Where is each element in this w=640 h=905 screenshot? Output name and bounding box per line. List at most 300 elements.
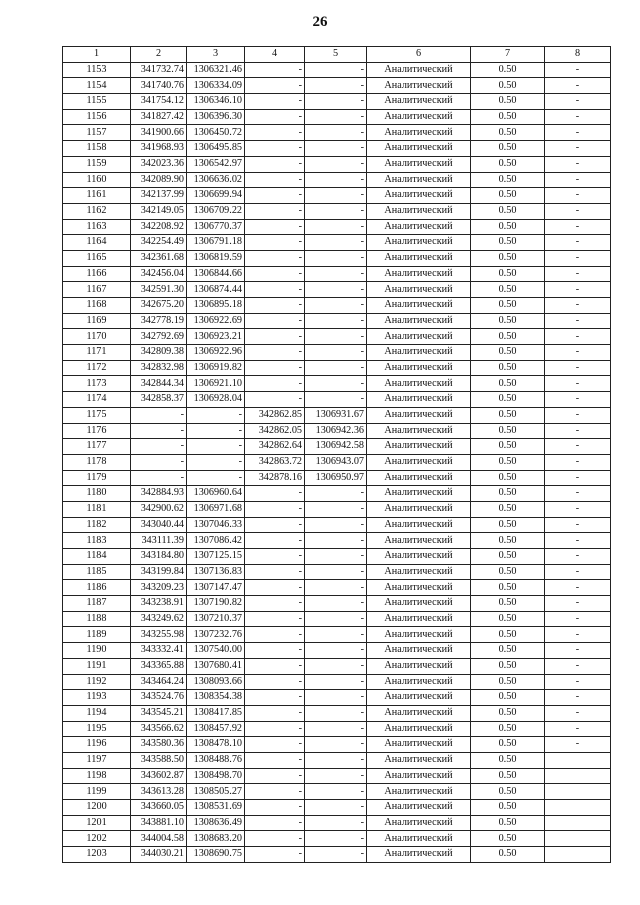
cell-note: - <box>545 423 611 439</box>
table-row <box>63 768 611 784</box>
cell-coord-y-alt: - <box>305 203 367 219</box>
cell-coord-y: 1307046.33 <box>187 517 245 533</box>
cell-coord-x: 343255.98 <box>131 627 187 643</box>
cell-note: - <box>545 188 611 204</box>
cell-point-number: 1184 <box>63 549 131 565</box>
cell-method: Аналитический <box>367 486 471 502</box>
cell-coord-y-alt: - <box>305 329 367 345</box>
cell-coord-x-alt: 342862.05 <box>245 423 305 439</box>
cell-accuracy: 0.50 <box>471 454 545 470</box>
cell-coord-x-alt: - <box>245 62 305 78</box>
cell-point-number: 1183 <box>63 533 131 549</box>
cell-coord-y: 1306919.82 <box>187 360 245 376</box>
cell-coord-y-alt: - <box>305 611 367 627</box>
cell-coord-y: 1307210.37 <box>187 611 245 627</box>
cell-coord-x-alt: - <box>245 549 305 565</box>
cell-coord-y: 1306874.44 <box>187 282 245 298</box>
table-row <box>63 423 611 439</box>
cell-accuracy: 0.50 <box>471 831 545 847</box>
cell-coord-x: 343199.84 <box>131 564 187 580</box>
table-row <box>63 501 611 517</box>
cell-coord-x: 342778.19 <box>131 313 187 329</box>
cell-coord-x-alt: - <box>245 580 305 596</box>
cell-coord-y: 1307190.82 <box>187 596 245 612</box>
cell-coord-y-alt: - <box>305 486 367 502</box>
cell-point-number: 1162 <box>63 203 131 219</box>
cell-point-number: 1158 <box>63 141 131 157</box>
cell-note: - <box>545 533 611 549</box>
cell-coord-y: 1308690.75 <box>187 847 245 863</box>
table-row <box>63 141 611 157</box>
cell-accuracy: 0.50 <box>471 219 545 235</box>
cell-coord-y: 1308531.69 <box>187 800 245 816</box>
cell-point-number: 1173 <box>63 376 131 392</box>
table-row <box>63 439 611 455</box>
cell-point-number: 1178 <box>63 454 131 470</box>
table-row <box>63 188 611 204</box>
cell-coord-x-alt: - <box>245 564 305 580</box>
cell-note <box>545 815 611 831</box>
column-header: 7 <box>471 47 545 63</box>
cell-coord-x: 344004.58 <box>131 831 187 847</box>
table-row <box>63 78 611 94</box>
cell-point-number: 1182 <box>63 517 131 533</box>
cell-point-number: 1163 <box>63 219 131 235</box>
cell-accuracy: 0.50 <box>471 564 545 580</box>
cell-point-number: 1193 <box>63 690 131 706</box>
table-row <box>63 658 611 674</box>
cell-coord-x: - <box>131 454 187 470</box>
cell-method: Аналитический <box>367 658 471 674</box>
cell-note: - <box>545 329 611 345</box>
cell-accuracy: 0.50 <box>471 674 545 690</box>
cell-coord-x-alt: - <box>245 219 305 235</box>
table-row <box>63 219 611 235</box>
cell-point-number: 1186 <box>63 580 131 596</box>
cell-accuracy: 0.50 <box>471 486 545 502</box>
cell-accuracy: 0.50 <box>471 62 545 78</box>
cell-coord-y-alt: - <box>305 784 367 800</box>
cell-method: Аналитический <box>367 407 471 423</box>
cell-method: Аналитический <box>367 596 471 612</box>
cell-coord-x: 342137.99 <box>131 188 187 204</box>
cell-accuracy: 0.50 <box>471 580 545 596</box>
cell-note: - <box>545 376 611 392</box>
table-row <box>63 345 611 361</box>
cell-coord-x-alt: - <box>245 831 305 847</box>
cell-point-number: 1176 <box>63 423 131 439</box>
cell-coord-y-alt: 1306942.36 <box>305 423 367 439</box>
cell-coord-x-alt: - <box>245 266 305 282</box>
cell-coord-x: 342884.93 <box>131 486 187 502</box>
cell-point-number: 1166 <box>63 266 131 282</box>
cell-coord-x-alt: 342863.72 <box>245 454 305 470</box>
cell-accuracy: 0.50 <box>471 94 545 110</box>
table-row <box>63 94 611 110</box>
cell-coord-y-alt: - <box>305 62 367 78</box>
cell-coord-y: 1308093.66 <box>187 674 245 690</box>
cell-point-number: 1160 <box>63 172 131 188</box>
cell-accuracy: 0.50 <box>471 501 545 517</box>
cell-coord-x-alt: - <box>245 376 305 392</box>
cell-coord-x: 342023.36 <box>131 156 187 172</box>
cell-coord-x-alt: - <box>245 298 305 314</box>
column-header: 3 <box>187 47 245 63</box>
cell-accuracy: 0.50 <box>471 596 545 612</box>
cell-note: - <box>545 94 611 110</box>
table-row <box>63 156 611 172</box>
cell-note: - <box>545 313 611 329</box>
cell-method: Аналитический <box>367 705 471 721</box>
cell-accuracy: 0.50 <box>471 360 545 376</box>
cell-coord-x-alt: 342878.16 <box>245 470 305 486</box>
cell-coord-y-alt: - <box>305 737 367 753</box>
cell-coord-y: 1306542.97 <box>187 156 245 172</box>
cell-coord-y: 1307540.00 <box>187 643 245 659</box>
cell-note: - <box>545 282 611 298</box>
cell-accuracy: 0.50 <box>471 737 545 753</box>
cell-note: - <box>545 439 611 455</box>
table-row <box>63 454 611 470</box>
cell-coord-x-alt: 342862.64 <box>245 439 305 455</box>
cell-method: Аналитический <box>367 752 471 768</box>
cell-note: - <box>545 298 611 314</box>
cell-coord-x-alt: - <box>245 517 305 533</box>
cell-accuracy: 0.50 <box>471 643 545 659</box>
cell-coord-x-alt: - <box>245 109 305 125</box>
cell-coord-x: 343602.87 <box>131 768 187 784</box>
cell-method: Аналитический <box>367 611 471 627</box>
cell-method: Аналитический <box>367 737 471 753</box>
cell-note <box>545 800 611 816</box>
cell-coord-x-alt: - <box>245 643 305 659</box>
table-row <box>63 627 611 643</box>
cell-coord-y: 1306922.96 <box>187 345 245 361</box>
cell-coord-x: 341732.74 <box>131 62 187 78</box>
cell-method: Аналитический <box>367 235 471 251</box>
cell-coord-y-alt: - <box>305 705 367 721</box>
cell-accuracy: 0.50 <box>471 376 545 392</box>
table-row <box>63 690 611 706</box>
cell-method: Аналитический <box>367 768 471 784</box>
cell-note <box>545 784 611 800</box>
cell-coord-x: - <box>131 439 187 455</box>
cell-note: - <box>545 705 611 721</box>
cell-coord-x: 342456.04 <box>131 266 187 282</box>
table-row <box>63 486 611 502</box>
cell-method: Аналитический <box>367 298 471 314</box>
cell-coord-y: 1307125.15 <box>187 549 245 565</box>
cell-method: Аналитический <box>367 784 471 800</box>
cell-coord-y-alt: - <box>305 235 367 251</box>
cell-point-number: 1194 <box>63 705 131 721</box>
cell-note <box>545 847 611 863</box>
table-row <box>63 705 611 721</box>
cell-method: Аналитический <box>367 250 471 266</box>
cell-accuracy: 0.50 <box>471 517 545 533</box>
cell-note: - <box>545 580 611 596</box>
table-row <box>63 737 611 753</box>
cell-point-number: 1175 <box>63 407 131 423</box>
table-row <box>63 360 611 376</box>
cell-coord-x: 343524.76 <box>131 690 187 706</box>
cell-method: Аналитический <box>367 203 471 219</box>
cell-method: Аналитический <box>367 501 471 517</box>
cell-note: - <box>545 172 611 188</box>
cell-note: - <box>545 690 611 706</box>
cell-point-number: 1196 <box>63 737 131 753</box>
cell-coord-x: 341900.66 <box>131 125 187 141</box>
cell-coord-y: - <box>187 423 245 439</box>
cell-coord-x: 342149.05 <box>131 203 187 219</box>
cell-coord-x: 343545.21 <box>131 705 187 721</box>
cell-coord-y: 1306770.37 <box>187 219 245 235</box>
cell-accuracy: 0.50 <box>471 313 545 329</box>
cell-note: - <box>545 470 611 486</box>
cell-coord-y-alt: - <box>305 282 367 298</box>
cell-coord-x-alt: - <box>245 501 305 517</box>
table-row <box>63 596 611 612</box>
cell-coord-x: 341827.42 <box>131 109 187 125</box>
cell-coord-x: 342858.37 <box>131 392 187 408</box>
table-row <box>63 752 611 768</box>
cell-point-number: 1195 <box>63 721 131 737</box>
cell-coord-x: 342361.68 <box>131 250 187 266</box>
cell-coord-y-alt: - <box>305 266 367 282</box>
cell-note: - <box>545 564 611 580</box>
cell-coord-y: 1306960.64 <box>187 486 245 502</box>
cell-accuracy: 0.50 <box>471 298 545 314</box>
cell-point-number: 1203 <box>63 847 131 863</box>
cell-method: Аналитический <box>367 549 471 565</box>
cell-coord-x: - <box>131 423 187 439</box>
cell-coord-y-alt: 1306950.97 <box>305 470 367 486</box>
cell-coord-x-alt: - <box>245 752 305 768</box>
cell-note: - <box>545 454 611 470</box>
cell-coord-x-alt: - <box>245 627 305 643</box>
cell-method: Аналитический <box>367 470 471 486</box>
cell-coord-x: 343464.24 <box>131 674 187 690</box>
cell-method: Аналитический <box>367 517 471 533</box>
cell-note: - <box>545 721 611 737</box>
cell-point-number: 1153 <box>63 62 131 78</box>
cell-coord-y-alt: - <box>305 721 367 737</box>
table-row <box>63 266 611 282</box>
cell-accuracy: 0.50 <box>471 847 545 863</box>
cell-note: - <box>545 203 611 219</box>
cell-coord-x: 342089.90 <box>131 172 187 188</box>
cell-note: - <box>545 517 611 533</box>
cell-coord-x-alt: - <box>245 392 305 408</box>
cell-note: - <box>545 360 611 376</box>
cell-accuracy: 0.50 <box>471 141 545 157</box>
cell-coord-x-alt: - <box>245 815 305 831</box>
cell-note <box>545 752 611 768</box>
cell-coord-x: 343040.44 <box>131 517 187 533</box>
cell-point-number: 1199 <box>63 784 131 800</box>
table-row <box>63 564 611 580</box>
cell-coord-x: 343566.62 <box>131 721 187 737</box>
cell-coord-x: 343881.10 <box>131 815 187 831</box>
cell-method: Аналитический <box>367 313 471 329</box>
cell-coord-y-alt: - <box>305 109 367 125</box>
cell-method: Аналитический <box>367 580 471 596</box>
cell-note: - <box>545 486 611 502</box>
cell-coord-x: 343613.28 <box>131 784 187 800</box>
cell-coord-x-alt: 342862.85 <box>245 407 305 423</box>
cell-coord-y: 1306709.22 <box>187 203 245 219</box>
cell-note: - <box>545 266 611 282</box>
cell-method: Аналитический <box>367 376 471 392</box>
cell-accuracy: 0.50 <box>471 407 545 423</box>
cell-coord-x: 342809.38 <box>131 345 187 361</box>
cell-note: - <box>545 501 611 517</box>
table-row <box>63 831 611 847</box>
cell-coord-x: 342675.20 <box>131 298 187 314</box>
cell-accuracy: 0.50 <box>471 470 545 486</box>
cell-method: Аналитический <box>367 188 471 204</box>
cell-coord-x: 344030.21 <box>131 847 187 863</box>
cell-method: Аналитический <box>367 109 471 125</box>
cell-coord-y-alt: - <box>305 78 367 94</box>
cell-note: - <box>545 78 611 94</box>
table-row <box>63 376 611 392</box>
cell-coord-x: - <box>131 407 187 423</box>
cell-coord-y: 1307232.76 <box>187 627 245 643</box>
cell-coord-y-alt: - <box>305 156 367 172</box>
coordinates-table <box>62 46 611 863</box>
cell-coord-y-alt: - <box>305 831 367 847</box>
table-row <box>63 815 611 831</box>
cell-coord-x: 343588.50 <box>131 752 187 768</box>
cell-coord-y-alt: 1306942.58 <box>305 439 367 455</box>
cell-coord-x-alt: - <box>245 690 305 706</box>
cell-coord-y: 1308683.20 <box>187 831 245 847</box>
cell-coord-x: 343660.05 <box>131 800 187 816</box>
cell-coord-y-alt: - <box>305 250 367 266</box>
cell-coord-x-alt: - <box>245 313 305 329</box>
cell-coord-x-alt: - <box>245 203 305 219</box>
cell-coord-x: 343184.80 <box>131 549 187 565</box>
cell-coord-y-alt: - <box>305 580 367 596</box>
cell-method: Аналитический <box>367 360 471 376</box>
table-row <box>63 580 611 596</box>
header-row <box>63 47 611 63</box>
cell-coord-x-alt: - <box>245 721 305 737</box>
table-row <box>63 250 611 266</box>
cell-coord-x-alt: - <box>245 800 305 816</box>
cell-accuracy: 0.50 <box>471 266 545 282</box>
cell-coord-y: 1308488.76 <box>187 752 245 768</box>
cell-point-number: 1189 <box>63 627 131 643</box>
table-row <box>63 517 611 533</box>
table-row <box>63 329 611 345</box>
cell-accuracy: 0.50 <box>471 800 545 816</box>
table-row <box>63 298 611 314</box>
cell-point-number: 1198 <box>63 768 131 784</box>
cell-coord-x-alt: - <box>245 784 305 800</box>
cell-coord-x-alt: - <box>245 486 305 502</box>
cell-coord-x: 343209.23 <box>131 580 187 596</box>
cell-method: Аналитический <box>367 156 471 172</box>
cell-coord-x-alt: - <box>245 533 305 549</box>
table-row <box>63 643 611 659</box>
cell-coord-x-alt: - <box>245 250 305 266</box>
cell-method: Аналитический <box>367 172 471 188</box>
cell-method: Аналитический <box>367 564 471 580</box>
cell-coord-y: 1308478.10 <box>187 737 245 753</box>
cell-accuracy: 0.50 <box>471 345 545 361</box>
column-header: 4 <box>245 47 305 63</box>
cell-coord-y-alt: - <box>305 376 367 392</box>
cell-point-number: 1170 <box>63 329 131 345</box>
cell-note: - <box>545 737 611 753</box>
cell-coord-x: 342591.30 <box>131 282 187 298</box>
cell-coord-y: 1308498.70 <box>187 768 245 784</box>
cell-accuracy: 0.50 <box>471 203 545 219</box>
cell-point-number: 1180 <box>63 486 131 502</box>
cell-point-number: 1185 <box>63 564 131 580</box>
cell-point-number: 1157 <box>63 125 131 141</box>
cell-note: - <box>545 407 611 423</box>
cell-coord-x-alt: - <box>245 172 305 188</box>
cell-coord-y-alt: - <box>305 298 367 314</box>
cell-note: - <box>545 219 611 235</box>
cell-point-number: 1167 <box>63 282 131 298</box>
cell-method: Аналитический <box>367 439 471 455</box>
table-row <box>63 313 611 329</box>
cell-point-number: 1164 <box>63 235 131 251</box>
cell-method: Аналитический <box>367 329 471 345</box>
cell-method: Аналитический <box>367 690 471 706</box>
column-header: 1 <box>63 47 131 63</box>
table-row <box>63 62 611 78</box>
cell-coord-y-alt: - <box>305 752 367 768</box>
cell-point-number: 1159 <box>63 156 131 172</box>
cell-note: - <box>545 156 611 172</box>
cell-method: Аналитический <box>367 219 471 235</box>
cell-note: - <box>545 125 611 141</box>
cell-note: - <box>545 250 611 266</box>
cell-coord-x-alt: - <box>245 188 305 204</box>
cell-coord-y-alt: - <box>305 800 367 816</box>
cell-point-number: 1201 <box>63 815 131 831</box>
column-header: 6 <box>367 47 471 63</box>
cell-method: Аналитический <box>367 78 471 94</box>
cell-coord-x: 342832.98 <box>131 360 187 376</box>
cell-coord-y: 1306334.09 <box>187 78 245 94</box>
cell-accuracy: 0.50 <box>471 109 545 125</box>
cell-coord-x: - <box>131 470 187 486</box>
cell-note: - <box>545 345 611 361</box>
cell-point-number: 1165 <box>63 250 131 266</box>
cell-coord-x-alt: - <box>245 235 305 251</box>
cell-coord-x: 342254.49 <box>131 235 187 251</box>
cell-accuracy: 0.50 <box>471 78 545 94</box>
cell-coord-x-alt: - <box>245 611 305 627</box>
cell-coord-x-alt: - <box>245 705 305 721</box>
cell-point-number: 1202 <box>63 831 131 847</box>
cell-point-number: 1190 <box>63 643 131 659</box>
cell-coord-x: 343365.88 <box>131 658 187 674</box>
cell-coord-y: 1307147.47 <box>187 580 245 596</box>
cell-note <box>545 831 611 847</box>
cell-note: - <box>545 658 611 674</box>
cell-point-number: 1174 <box>63 392 131 408</box>
cell-point-number: 1179 <box>63 470 131 486</box>
cell-coord-x: 341968.93 <box>131 141 187 157</box>
cell-accuracy: 0.50 <box>471 250 545 266</box>
